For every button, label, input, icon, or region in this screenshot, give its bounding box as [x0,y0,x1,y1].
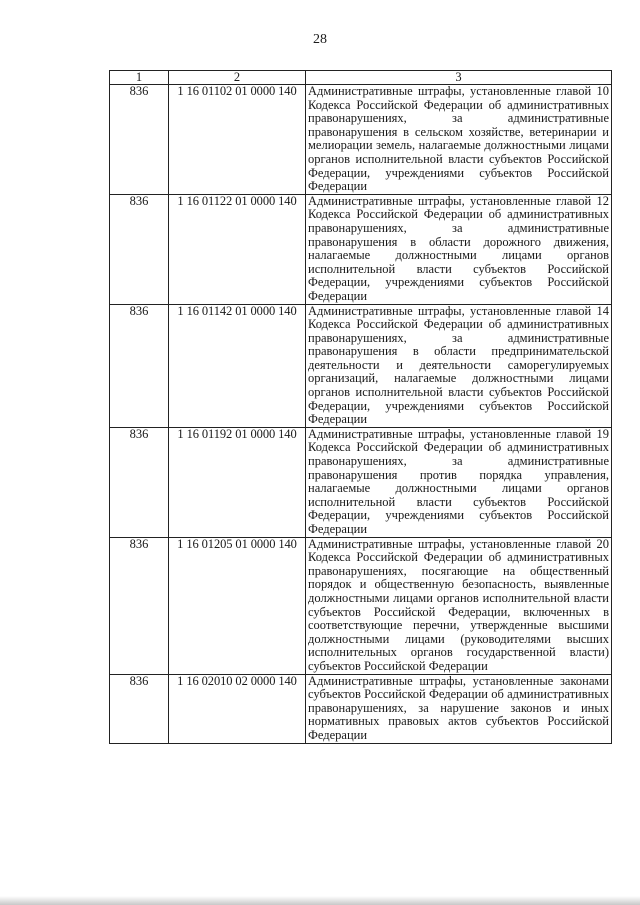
table-row [110,194,612,304]
description-cell: Административные штрафы, установленные главой 12 Кодекса Российской Федерации об административных правонарушениях, за административные правонарушения в области дорожного движения, налагаемые должностными лицами органов исполнительной власти субъектов Российской Федерации, учреждениями субъектов Российской Федерации [306,194,612,304]
kbk-code-cell: 1 16 01102 01 0000 140 [169,85,306,195]
table-header-row [110,71,612,85]
table-row [110,674,612,743]
table-row [110,537,612,674]
table-row [110,85,612,195]
scan-bottom-edge [0,896,640,905]
description-cell: Административные штрафы, установленные главой 10 Кодекса Российской Федерации об административных правонарушениях, за административные правонарушения в сельском хозяйстве, ветеринарии и мелиорации земель, налагаемые должностными лицами органов исполнительной власти субъектов Российской Федерации, учреждениями субъектов Российской Федерации [306,85,612,195]
kbk-code-cell: 1 16 01192 01 0000 140 [169,427,306,537]
admin-code-cell: 836 [110,304,169,427]
header-col-2: 2 [169,71,306,85]
page-number: 28 [313,32,327,47]
description-cell: Административные штрафы, установленные главой 14 Кодекса Российской Федерации об административных правонарушениях, за административные правонарушения в области предпринимательской деятельности и деятельности саморегулируемых организаций, налагаемые должностными лицами органов исполнительной власти субъектов Российской Федерации, учреждениями субъектов Российской Федерации [306,304,612,427]
kbk-code-cell: 1 16 01142 01 0000 140 [169,304,306,427]
admin-code-cell: 836 [110,85,169,195]
kbk-code-cell: 1 16 01122 01 0000 140 [169,194,306,304]
admin-code-cell: 836 [110,194,169,304]
admin-code-cell: 836 [110,427,169,537]
description-cell: Административные штрафы, установленные законами субъектов Российской Федерации об административных правонарушениях, за нарушение законов и иных нормативных правовых актов субъектов Российской Федерации [306,674,612,743]
admin-code-cell: 836 [110,537,169,674]
table-row [110,304,612,427]
admin-code-cell: 836 [110,674,169,743]
kbk-code-cell: 1 16 02010 02 0000 140 [169,674,306,743]
description-cell: Административные штрафы, установленные главой 20 Кодекса Российской Федерации об административных правонарушениях, посягающие на общественный порядок и общественную безопасность, выявленные должностными лицами органов исполнительной власти субъектов Российской Федерации, включенных в соответствующие перечни, утвержденные высшими должностными лицами (руководителями высших исполнительных органов государственной власти) субъектов Российской Федерации [306,537,612,674]
header-col-1: 1 [110,71,169,85]
budget-classification-table [109,70,612,744]
table-row [110,427,612,537]
header-col-3: 3 [306,71,612,85]
description-cell: Административные штрафы, установленные главой 19 Кодекса Российской Федерации об административных правонарушениях, за административные правонарушения против порядка управления, налагаемые должностными лицами органов исполнительной власти субъектов Российской Федерации, учреждениями субъектов Российской Федерации [306,427,612,537]
kbk-code-cell: 1 16 01205 01 0000 140 [169,537,306,674]
